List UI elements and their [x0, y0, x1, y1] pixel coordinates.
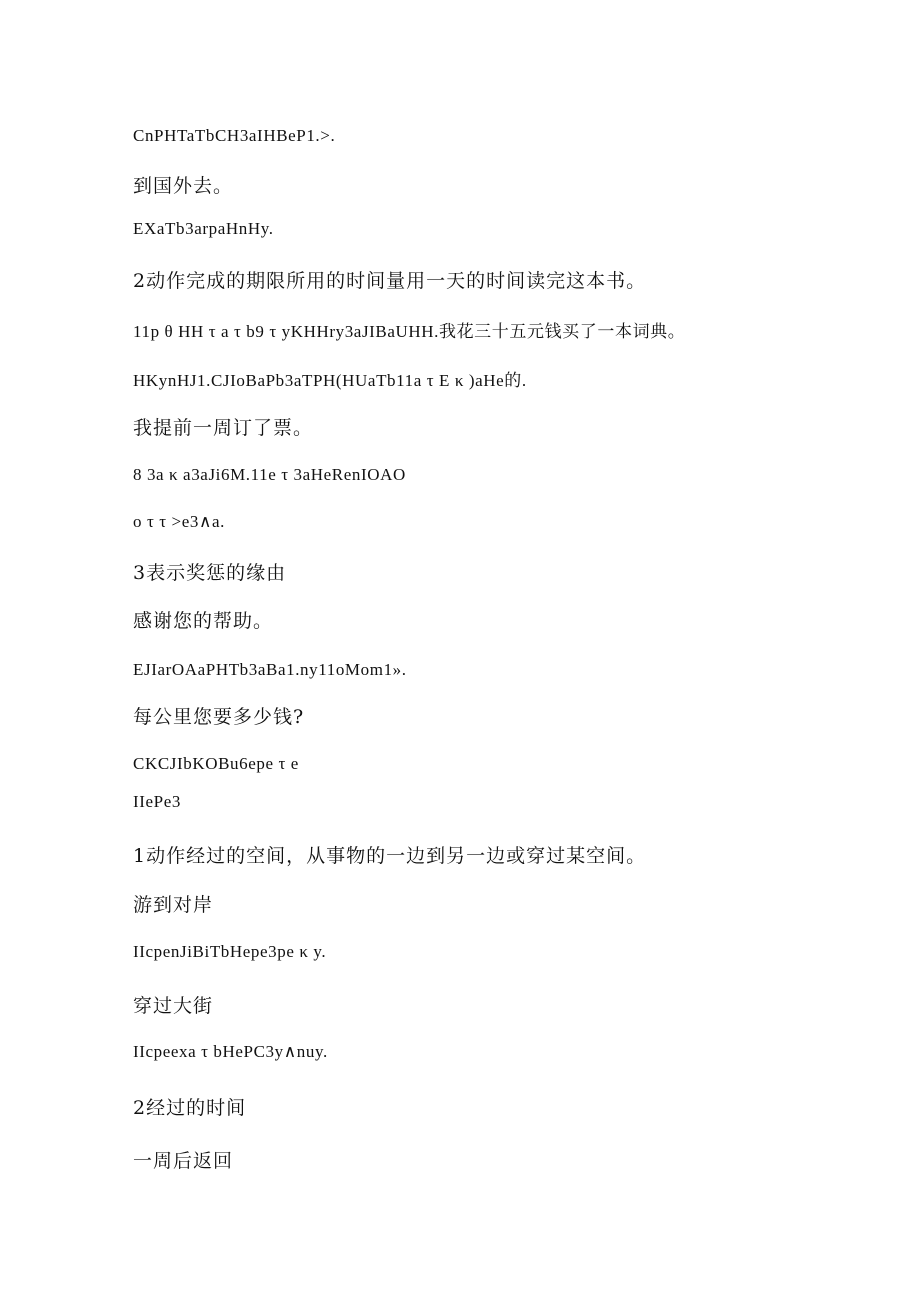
chinese-translation-line: 感谢您的帮助。: [133, 610, 274, 632]
chinese-translation-line: 穿过大街: [133, 995, 214, 1017]
chinese-translation-line: 我提前一周订了票。: [133, 417, 314, 439]
russian-example-line: HKynHJ1.CJIoBaPb3aTPH(HUaTb11a τ E κ )aHe的.: [133, 371, 527, 390]
russian-example-line: o τ τ >e3∧a.: [133, 512, 225, 531]
usage-heading: 3表示奖惩的缘由: [133, 562, 287, 584]
chinese-translation-line: 游到对岸: [133, 894, 214, 916]
chinese-translation-line: 到国外去。: [133, 175, 234, 197]
russian-example-line: IIcpeexa τ bHePC3y∧nuy.: [133, 1042, 328, 1061]
russian-example-line: CnPHTaTbCH3aIHBeP1.>.: [133, 126, 336, 145]
chinese-translation-line: 一周后返回: [133, 1150, 234, 1172]
chinese-translation-line: 每公里您要多少钱?: [133, 706, 305, 728]
russian-example-line: 11p θ HH τ a τ b9 τ yKHHry3aJIBaUHH.我花三十五元钱买了一本词典。: [133, 322, 686, 341]
russian-example-line: EXaTb3arpaHnHy.: [133, 219, 274, 238]
russian-example-line: IIcpenJiBiTbHepe3pe κ y.: [133, 942, 327, 961]
usage-heading: 1动作经过的空间，从事物的一边到另一边或穿过某空间。: [133, 845, 647, 867]
russian-example-line: 8 3a κ a3aJi6M.11e τ 3aHeRenIOAO: [133, 465, 406, 484]
usage-heading: 2经过的时间: [133, 1097, 247, 1119]
usage-heading: 2动作完成的期限所用的时间量用一天的时间读完这本书。: [133, 270, 647, 292]
preposition-heading: IIePe3: [133, 792, 181, 811]
russian-example-line: CKCJIbKOBu6epe τ e: [133, 754, 299, 773]
russian-example-line: EJIarOAaPHTb3aBa1.ny11oMom1».: [133, 660, 407, 679]
